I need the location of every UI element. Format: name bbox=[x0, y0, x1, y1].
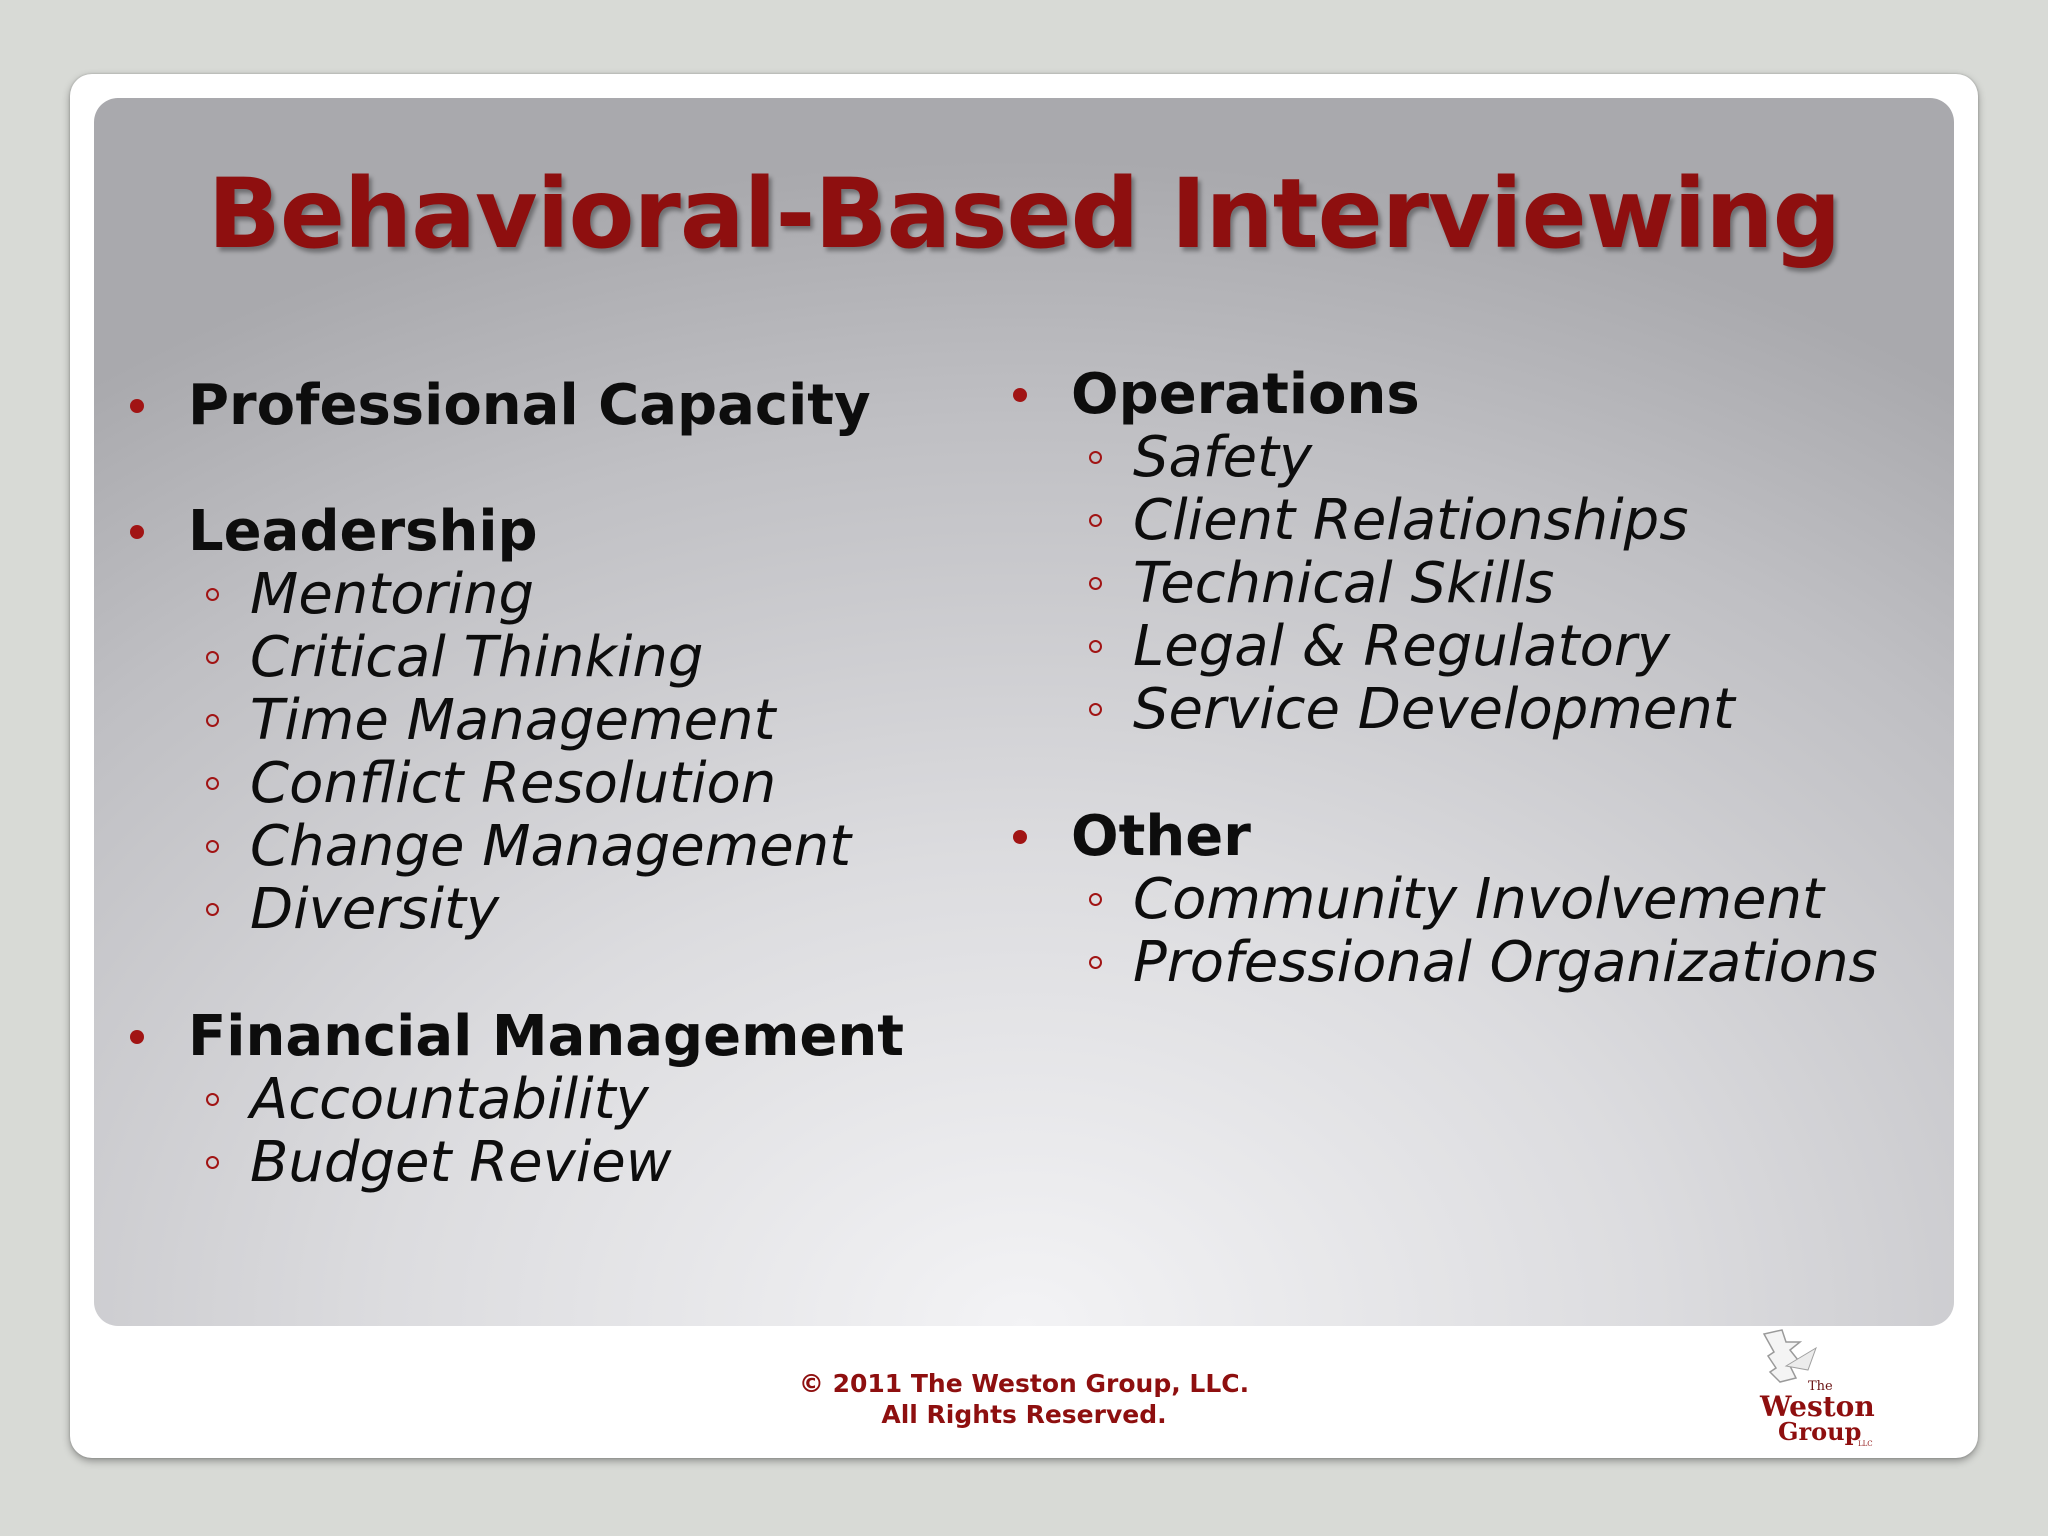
sub-item bbox=[250, 751, 776, 816]
sub-item-label: Safety bbox=[1133, 425, 1313, 490]
bullet-financial-management bbox=[188, 1004, 904, 1069]
sub-item-label: Legal & Regulatory bbox=[1133, 614, 1671, 679]
sub-item bbox=[250, 814, 851, 879]
bullet-dot-icon bbox=[1013, 830, 1027, 844]
sub-bullet-ring-icon bbox=[206, 588, 219, 601]
sub-bullet-ring-icon bbox=[206, 651, 219, 664]
bullet-label: Professional Capacity bbox=[188, 373, 871, 438]
sub-item-label: Technical Skills bbox=[1133, 551, 1555, 616]
sub-bullet-ring-icon bbox=[206, 777, 219, 790]
sub-item bbox=[250, 625, 703, 690]
sub-item-label: Mentoring bbox=[250, 562, 535, 627]
weston-group-logo bbox=[1746, 1326, 1886, 1458]
logo-weston-text: Weston bbox=[1760, 1390, 1875, 1423]
sub-item bbox=[1133, 488, 1688, 553]
sub-bullet-ring-icon bbox=[1089, 640, 1102, 653]
sub-bullet-ring-icon bbox=[1089, 956, 1102, 969]
bullet-dot-icon bbox=[130, 399, 144, 413]
sub-item bbox=[1133, 867, 1824, 932]
sub-bullet-ring-icon bbox=[1089, 514, 1102, 527]
sub-item-label: Critical Thinking bbox=[250, 625, 704, 690]
sub-bullet-ring-icon bbox=[206, 1156, 219, 1169]
sub-item bbox=[1133, 551, 1554, 616]
sub-item bbox=[250, 877, 499, 942]
content-panel bbox=[94, 98, 1954, 1326]
sub-item bbox=[1133, 677, 1735, 742]
footer-copyright bbox=[70, 1368, 1978, 1430]
sub-bullet-ring-icon bbox=[206, 840, 219, 853]
sub-bullet-ring-icon bbox=[1089, 893, 1102, 906]
sub-item-label: Conflict Resolution bbox=[250, 751, 777, 816]
sub-item-label: Professional Organizations bbox=[1133, 930, 1878, 995]
copyright-line-1: © 2011 The Weston Group, LLC. bbox=[798, 1369, 1250, 1398]
sub-item-label: Service Development bbox=[1133, 677, 1735, 742]
sub-item bbox=[1133, 614, 1670, 679]
sub-item-label: Change Management bbox=[250, 814, 852, 879]
sub-item-label: Community Involvement bbox=[1133, 867, 1824, 932]
sub-item bbox=[250, 688, 775, 753]
bullet-professional-capacity bbox=[188, 373, 871, 438]
sub-bullet-ring-icon bbox=[1089, 577, 1102, 590]
sub-item bbox=[250, 1067, 649, 1132]
slide-title: Behavioral-Based Interviewing bbox=[207, 158, 1841, 270]
bullet-label: Operations bbox=[1071, 362, 1420, 427]
sub-item-label: Accountability bbox=[250, 1067, 649, 1132]
bullet-label: Leadership bbox=[188, 499, 538, 564]
sub-item-label: Time Management bbox=[250, 688, 776, 753]
sub-item-label: Budget Review bbox=[250, 1130, 672, 1195]
logo-the-text: The bbox=[1808, 1379, 1833, 1394]
bullet-label: Other bbox=[1071, 804, 1251, 869]
sub-bullet-ring-icon bbox=[1089, 451, 1102, 464]
sub-item bbox=[250, 562, 534, 627]
sub-bullet-ring-icon bbox=[206, 1093, 219, 1106]
bullet-dot-icon bbox=[1013, 388, 1027, 402]
sub-item bbox=[1133, 930, 1878, 995]
sub-item-label: Diversity bbox=[250, 877, 500, 942]
logo-group-text: Group bbox=[1778, 1417, 1862, 1446]
bullet-operations bbox=[1071, 362, 1420, 427]
sub-item bbox=[1133, 425, 1312, 490]
copyright-line-2: All Rights Reserved. bbox=[881, 1400, 1167, 1429]
sub-item-label: Client Relationships bbox=[1133, 488, 1689, 553]
slide-frame bbox=[70, 74, 1978, 1458]
sub-item bbox=[250, 1130, 672, 1195]
bullet-label: Financial Management bbox=[188, 1004, 905, 1069]
bullet-dot-icon bbox=[130, 525, 144, 539]
logo-llc-text: LLC bbox=[1858, 1440, 1873, 1448]
sub-bullet-ring-icon bbox=[206, 903, 219, 916]
bullet-other bbox=[1071, 804, 1251, 869]
sub-bullet-ring-icon bbox=[1089, 703, 1102, 716]
bullet-leadership bbox=[188, 499, 538, 564]
sub-bullet-ring-icon bbox=[206, 714, 219, 727]
bullet-dot-icon bbox=[130, 1030, 144, 1044]
